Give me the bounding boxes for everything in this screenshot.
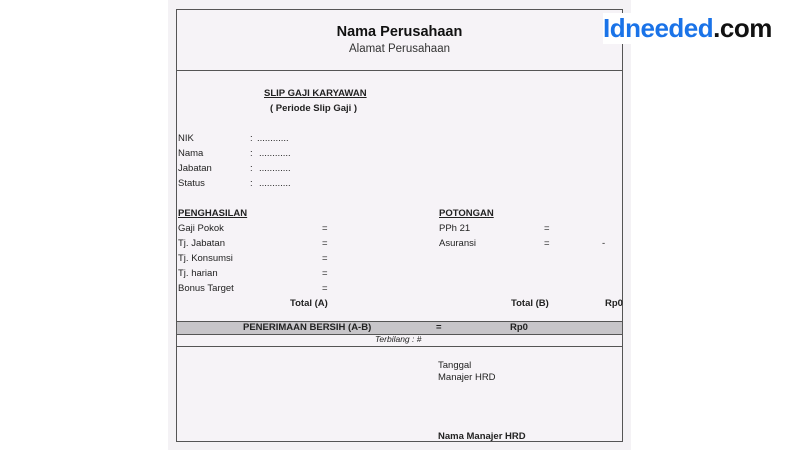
nama-value: ............: [259, 148, 291, 159]
nama-separator: :: [250, 148, 253, 159]
deduction-total-label: Total (B): [511, 298, 549, 309]
nik-separator: :: [250, 133, 253, 144]
status-label: Status: [178, 178, 205, 189]
jabatan-separator: :: [250, 163, 253, 174]
salary-slip: [176, 9, 623, 442]
income-tj-konsumsi-label: Tj. Konsumsi: [178, 253, 233, 264]
income-gaji-pokok-eq: =: [322, 223, 328, 234]
income-tj-jabatan-label: Tj. Jabatan: [178, 238, 225, 249]
status-separator: :: [250, 178, 253, 189]
net-income-eq: =: [436, 322, 442, 333]
nama-label: Nama: [178, 148, 204, 159]
slip-period: ( Periode Slip Gaji ): [270, 103, 358, 114]
jabatan-label: Jabatan: [178, 163, 212, 174]
income-bonus-target-eq: =: [322, 283, 328, 294]
deduction-total-value: Rp0: [605, 298, 623, 309]
site-watermark-logo: [603, 13, 785, 44]
company-name: Nama Perusahaan: [336, 24, 463, 40]
company-header: [177, 10, 622, 71]
signature-name: Nama Manajer HRD: [438, 431, 526, 442]
nik-value: ............: [257, 133, 289, 144]
deduction-pph21-label: PPh 21: [439, 223, 471, 234]
watermark-text-primary: Idneeded: [603, 13, 714, 43]
deduction-pph21-eq: =: [544, 223, 550, 234]
nik-label: NIK: [178, 133, 194, 144]
watermark-text-domain: .com: [713, 13, 772, 43]
deduction-asuransi-eq: =: [544, 238, 550, 249]
net-income-value: Rp0: [510, 322, 528, 333]
income-tj-harian-label: Tj. harian: [178, 268, 218, 279]
income-bonus-target-label: Bonus Target: [178, 283, 234, 294]
company-address: Alamat Perusahaan: [348, 43, 450, 55]
income-heading: PENGHASILAN: [178, 208, 248, 219]
net-income-label: PENERIMAAN BERSIH (A-B): [243, 322, 372, 333]
signature-role: Manajer HRD: [438, 372, 496, 383]
income-gaji-pokok-label: Gaji Pokok: [178, 223, 224, 234]
income-tj-jabatan-eq: =: [322, 238, 328, 249]
terbilang-row: [177, 334, 622, 347]
income-tj-harian-eq: =: [322, 268, 328, 279]
income-total-label: Total (A): [290, 298, 328, 309]
terbilang-text: Terbilang : #: [375, 334, 422, 344]
slip-title: SLIP GAJI KARYAWAN: [264, 88, 367, 99]
jabatan-value: ............: [259, 163, 291, 174]
net-income-bar: [177, 321, 622, 335]
deduction-asuransi-label: Asuransi: [439, 238, 476, 249]
income-tj-konsumsi-eq: =: [322, 253, 328, 264]
deduction-heading: POTONGAN: [439, 208, 494, 219]
deduction-asuransi-value: -: [602, 238, 606, 249]
status-value: ............: [259, 178, 291, 189]
signature-date-label: Tanggal: [438, 360, 472, 371]
